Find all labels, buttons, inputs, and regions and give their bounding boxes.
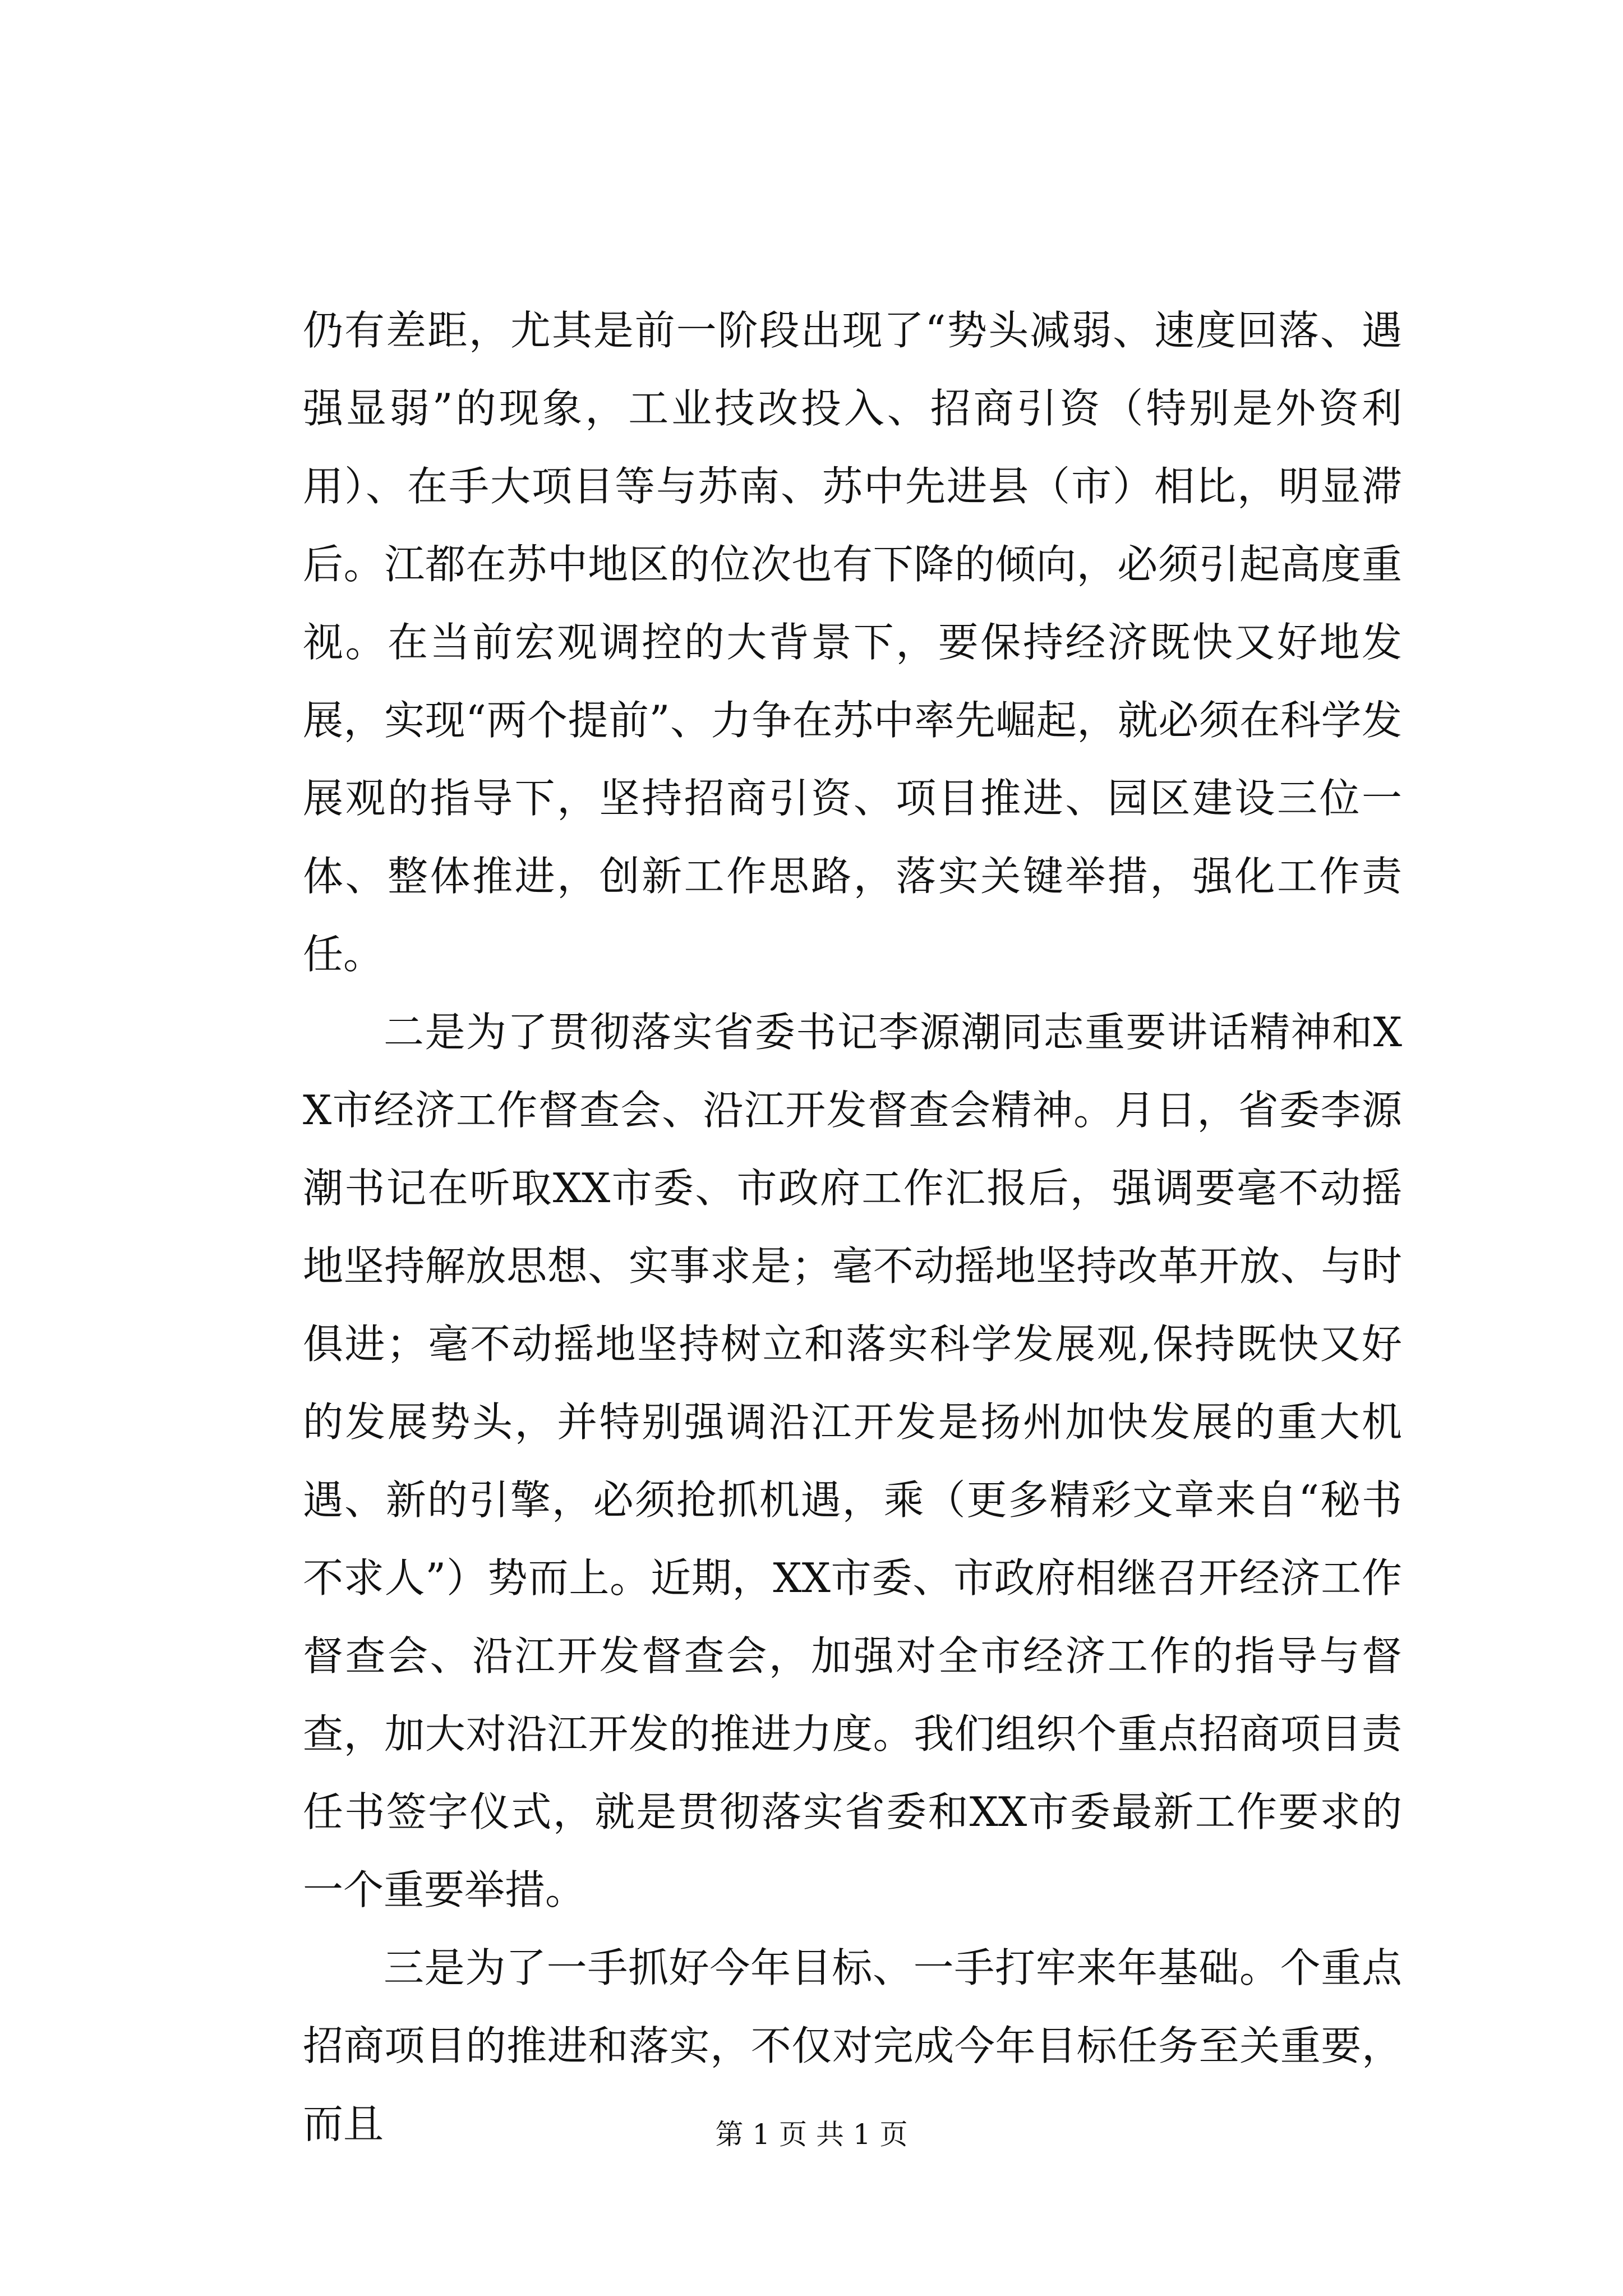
page-number-footer: 第 1 页 共 1 页 xyxy=(715,2118,908,2151)
paragraph-2: 二是为了贯彻落实省委书记李源潮同志重要讲话精神和XX市经济工作督查会、沿江开发督查会精神。月日，省委李源潮书记在听取XX市委、市政府工作汇报后，强调要毫不动摇地坚持解放思想、实事求是；毫不动摇地坚持改革开放、与时俱进；毫不动摇地坚持树立和落实科学发展观,保持既快又好的发展势头，并特别强调沿江开发是扬州加快发展的重大机遇、新的引擎，必须抢抓机遇，乘（更多精彩文章来自“秘书不求人”）势而上。近期，XX市委、市政府相继召开经济工作督查会、沿江开发督查会，加强对全市经济工作的指导与督查，加大对沿江开发的推进力度。我们组织个重点招商项目责任书签字仪式，就是贯彻落实省委和XX市委最新工作要求的一个重要举措。 xyxy=(303,1009,1402,1913)
document-body xyxy=(303,292,1402,2163)
paragraph-3: 三是为了一手抓好今年目标、一手打牢来年基础。个重点招商项目的推进和落实，不仅对完成今年目标任务至关重要，而且 xyxy=(303,1944,1402,2147)
paragraph-1: 仍有差距，尤其是前一阶段出现了“势头减弱、速度回落、遇强显弱”的现象，工业技改投入、招商引资（特别是外资利用）、在手大项目等与苏南、苏中先进县（市）相比，明显滞后。江都在苏中地区的位次也有下降的倾向，必须引起高度重视。在当前宏观调控的大背景下，要保持经济既快又好地发展，实现“两个提前”、力争在苏中率先崛起，就必须在科学发展观的指导下，坚持招商引资、项目推进、园区建设三位一体、整体推进，创新工作思路，落实关键举措，强化工作责任。 xyxy=(303,307,1402,978)
